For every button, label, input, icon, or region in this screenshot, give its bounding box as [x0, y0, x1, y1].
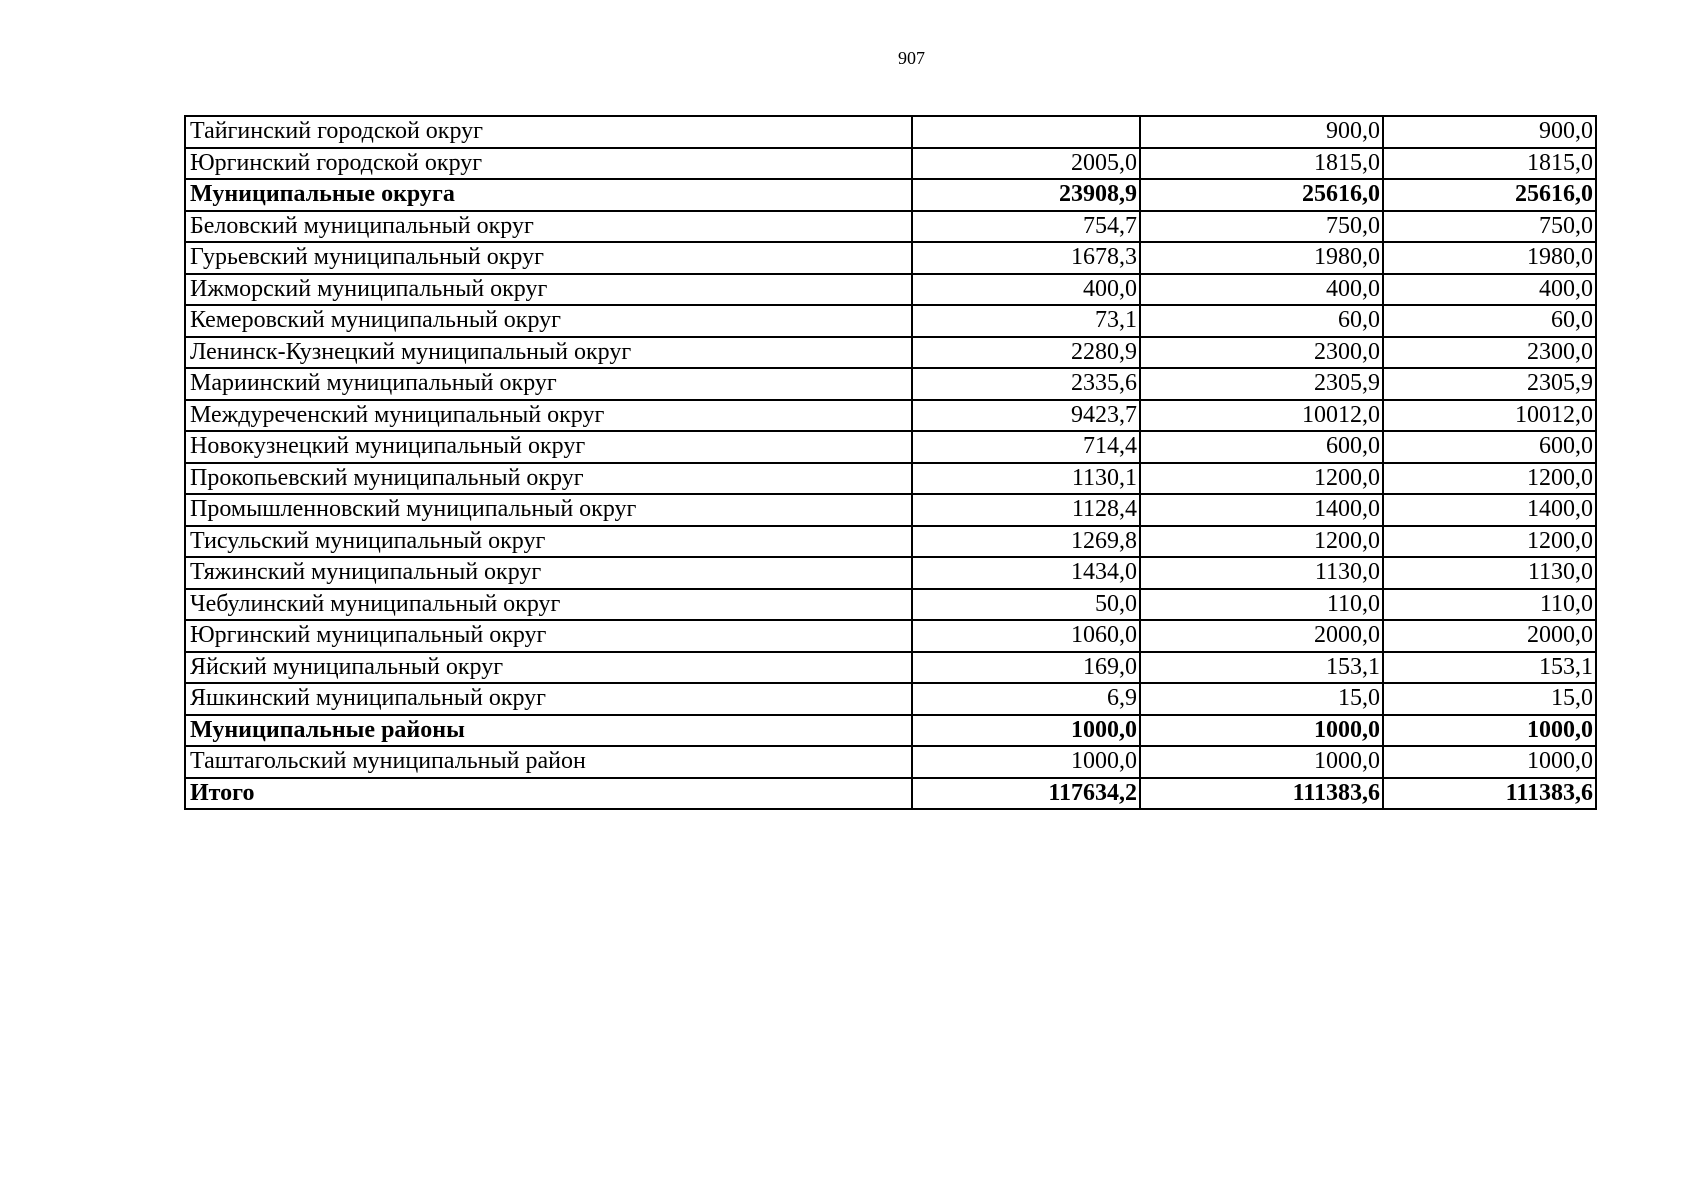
row-name-cell: Междуреченский муниципальный округ [185, 400, 912, 432]
row-name-cell: Промышленновский муниципальный округ [185, 494, 912, 526]
value-cell-col3: 110,0 [1383, 589, 1596, 621]
value-cell-col1: 117634,2 [912, 778, 1140, 810]
row-name-cell: Тисульский муниципальный округ [185, 526, 912, 558]
value-cell-col3: 1200,0 [1383, 526, 1596, 558]
table-body [185, 116, 1596, 809]
row-name-cell: Таштагольский муниципальный район [185, 746, 912, 778]
value-cell-col1: 73,1 [912, 305, 1140, 337]
value-cell-col1: 1269,8 [912, 526, 1140, 558]
value-cell-col1 [912, 116, 1140, 148]
table-row-subtotal [185, 715, 1596, 747]
value-cell-col2: 111383,6 [1140, 778, 1383, 810]
value-cell-col1: 1000,0 [912, 746, 1140, 778]
value-cell-col1: 169,0 [912, 652, 1140, 684]
value-cell-col1: 1128,4 [912, 494, 1140, 526]
value-cell-col2: 2300,0 [1140, 337, 1383, 369]
value-cell-col1: 1130,1 [912, 463, 1140, 495]
page-number: 907 [898, 48, 925, 68]
value-cell-col3: 153,1 [1383, 652, 1596, 684]
value-cell-col1: 23908,9 [912, 179, 1140, 211]
table-row [185, 652, 1596, 684]
table-row [185, 463, 1596, 495]
table-row [185, 431, 1596, 463]
row-name-cell: Прокопьевский муниципальный округ [185, 463, 912, 495]
row-name-cell: Новокузнецкий муниципальный округ [185, 431, 912, 463]
value-cell-col2: 25616,0 [1140, 179, 1383, 211]
row-name-cell: Чебулинский муниципальный округ [185, 589, 912, 621]
value-cell-col3: 1200,0 [1383, 463, 1596, 495]
value-cell-col3: 2305,9 [1383, 368, 1596, 400]
budget-table [184, 115, 1597, 810]
row-name-cell: Гурьевский муниципальный округ [185, 242, 912, 274]
value-cell-col3: 1000,0 [1383, 715, 1596, 747]
value-cell-col3: 1130,0 [1383, 557, 1596, 589]
row-name-cell: Итого [185, 778, 912, 810]
table-row-subtotal [185, 179, 1596, 211]
value-cell-col2: 110,0 [1140, 589, 1383, 621]
value-cell-col1: 1434,0 [912, 557, 1140, 589]
value-cell-col3: 15,0 [1383, 683, 1596, 715]
table-row [185, 116, 1596, 148]
value-cell-col2: 1400,0 [1140, 494, 1383, 526]
row-name-cell: Юргинский городской округ [185, 148, 912, 180]
table-row [185, 589, 1596, 621]
value-cell-col3: 1980,0 [1383, 242, 1596, 274]
value-cell-col1: 2005,0 [912, 148, 1140, 180]
value-cell-col3: 2300,0 [1383, 337, 1596, 369]
value-cell-col3: 2000,0 [1383, 620, 1596, 652]
value-cell-col3: 1400,0 [1383, 494, 1596, 526]
value-cell-col3: 1815,0 [1383, 148, 1596, 180]
value-cell-col1: 400,0 [912, 274, 1140, 306]
value-cell-col1: 6,9 [912, 683, 1140, 715]
value-cell-col2: 1200,0 [1140, 526, 1383, 558]
value-cell-col1: 2335,6 [912, 368, 1140, 400]
table-row [185, 683, 1596, 715]
table-row [185, 746, 1596, 778]
table-row [185, 211, 1596, 243]
table-row [185, 557, 1596, 589]
table-row [185, 274, 1596, 306]
value-cell-col1: 9423,7 [912, 400, 1140, 432]
value-cell-col2: 1200,0 [1140, 463, 1383, 495]
value-cell-col1: 714,4 [912, 431, 1140, 463]
row-name-cell: Ижморский муниципальный округ [185, 274, 912, 306]
value-cell-col2: 900,0 [1140, 116, 1383, 148]
table-row [185, 494, 1596, 526]
value-cell-col1: 754,7 [912, 211, 1140, 243]
value-cell-col3: 750,0 [1383, 211, 1596, 243]
value-cell-col2: 60,0 [1140, 305, 1383, 337]
value-cell-col3: 1000,0 [1383, 746, 1596, 778]
row-name-cell: Кемеровский муниципальный округ [185, 305, 912, 337]
value-cell-col2: 400,0 [1140, 274, 1383, 306]
value-cell-col3: 400,0 [1383, 274, 1596, 306]
value-cell-col2: 153,1 [1140, 652, 1383, 684]
row-name-cell: Яшкинский муниципальный округ [185, 683, 912, 715]
value-cell-col2: 2305,9 [1140, 368, 1383, 400]
value-cell-col3: 900,0 [1383, 116, 1596, 148]
table-row [185, 620, 1596, 652]
value-cell-col2: 750,0 [1140, 211, 1383, 243]
value-cell-col2: 15,0 [1140, 683, 1383, 715]
table-row [185, 305, 1596, 337]
value-cell-col1: 1678,3 [912, 242, 1140, 274]
table-row [185, 400, 1596, 432]
value-cell-col1: 1000,0 [912, 715, 1140, 747]
value-cell-col2: 600,0 [1140, 431, 1383, 463]
value-cell-col1: 2280,9 [912, 337, 1140, 369]
value-cell-col3: 111383,6 [1383, 778, 1596, 810]
row-name-cell: Юргинский муниципальный округ [185, 620, 912, 652]
table-row [185, 368, 1596, 400]
value-cell-col2: 1980,0 [1140, 242, 1383, 274]
value-cell-col3: 10012,0 [1383, 400, 1596, 432]
row-name-cell: Муниципальные районы [185, 715, 912, 747]
row-name-cell: Муниципальные округа [185, 179, 912, 211]
value-cell-col2: 2000,0 [1140, 620, 1383, 652]
value-cell-col1: 50,0 [912, 589, 1140, 621]
value-cell-col2: 1815,0 [1140, 148, 1383, 180]
value-cell-col2: 1000,0 [1140, 715, 1383, 747]
value-cell-col2: 1000,0 [1140, 746, 1383, 778]
value-cell-col1: 1060,0 [912, 620, 1140, 652]
table-row-subtotal [185, 778, 1596, 810]
value-cell-col2: 1130,0 [1140, 557, 1383, 589]
table-row [185, 337, 1596, 369]
row-name-cell: Тайгинский городской округ [185, 116, 912, 148]
table-row [185, 148, 1596, 180]
value-cell-col3: 25616,0 [1383, 179, 1596, 211]
row-name-cell: Беловский муниципальный округ [185, 211, 912, 243]
table-row [185, 242, 1596, 274]
value-cell-col2: 10012,0 [1140, 400, 1383, 432]
row-name-cell: Тяжинский муниципальный округ [185, 557, 912, 589]
row-name-cell: Яйский муниципальный округ [185, 652, 912, 684]
row-name-cell: Мариинский муниципальный округ [185, 368, 912, 400]
value-cell-col3: 600,0 [1383, 431, 1596, 463]
row-name-cell: Ленинск-Кузнецкий муниципальный округ [185, 337, 912, 369]
table-row [185, 526, 1596, 558]
value-cell-col3: 60,0 [1383, 305, 1596, 337]
